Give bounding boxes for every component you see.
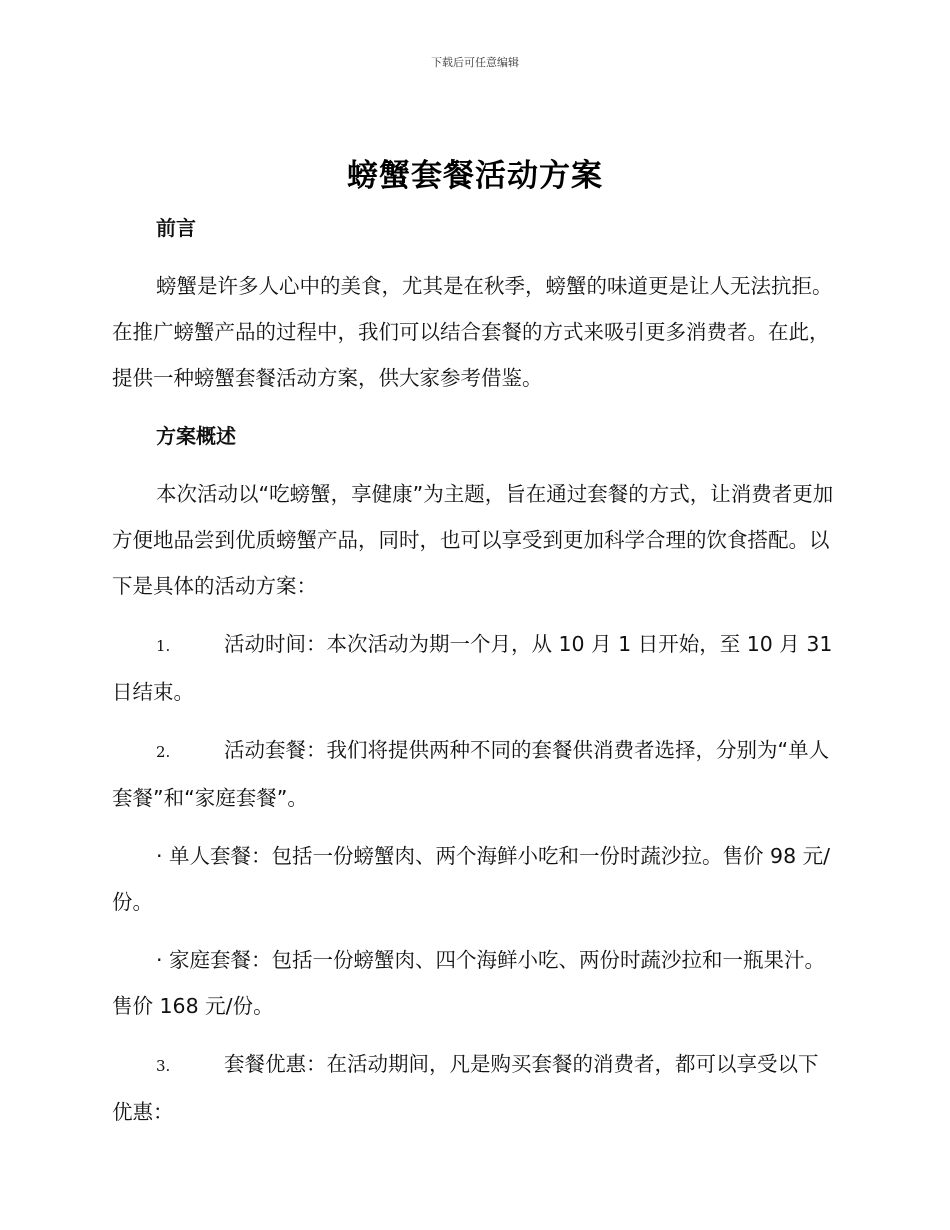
- document-title: 螃蟹套餐活动方案: [347, 158, 603, 194]
- list-text: 活动时间：本次活动为期一个月，从 10 月 1 日开始，至 10 月 31 日结束。: [112, 632, 833, 704]
- list-item-time: [112, 621, 838, 715]
- list-item-packages: [112, 727, 838, 821]
- list-text: 套餐优惠：在活动期间，凡是购买套餐的消费者，都可以享受以下优惠：: [112, 1052, 819, 1124]
- bullet-single-package: · 单人套餐：包括一份螃蟹肉、两个海鲜小吃和一份时蔬沙拉。售价 98 元/份。: [112, 844, 831, 914]
- list-text: 活动套餐：我们将提供两种不同的套餐供消费者选择，分别为“单人套餐”和“家庭套餐”。: [112, 738, 830, 810]
- overview-paragraph: 本次活动以“吃螃蟹，享健康”为主题，旨在通过套餐的方式，让消费者更加方便地品尝到优质螃蟹产品，同时，也可以享受到更加科学合理的饮食搭配。以下是具体的活动方案：: [112, 482, 834, 598]
- preface-paragraph: 螃蟹是许多人心中的美食，尤其是在秋季，螃蟹的味道更是让人无法抗拒。在推广螃蟹产品的过程中，我们可以结合套餐的方式来吸引更多消费者。在此，提供一种螃蟹套餐活动方案，供大家参考借鉴。: [112, 274, 833, 390]
- preface-heading: 前言: [156, 216, 196, 240]
- list-item-discount: [112, 1041, 838, 1135]
- overview-heading: 方案概述: [156, 424, 236, 448]
- header-note: 下载后可任意编辑: [431, 56, 519, 69]
- bullet-family-package: · 家庭套餐：包括一份螃蟹肉、四个海鲜小吃、两份时蔬沙拉和一瓶果汁。售价 168 元/份。: [112, 948, 826, 1018]
- list-number: 1.: [156, 637, 171, 655]
- list-number: 3.: [156, 1057, 171, 1075]
- list-number: 2.: [156, 743, 171, 761]
- document-body: [112, 205, 838, 1147]
